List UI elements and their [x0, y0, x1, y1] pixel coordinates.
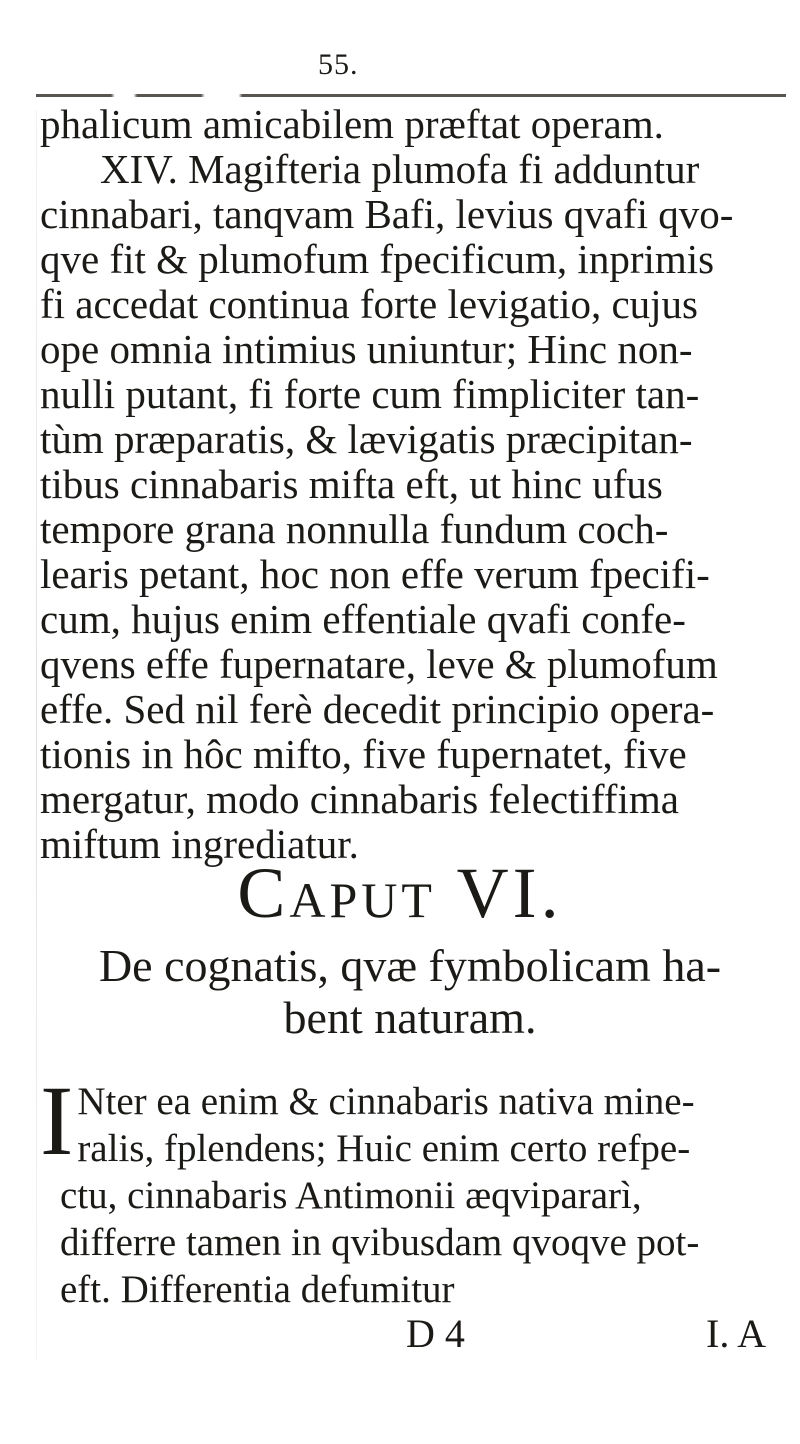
text-line: tùm præparatis, & lævigatis præcipitan- — [40, 416, 693, 462]
gutter-shadow — [36, 110, 37, 1360]
signature-mark: D 4 — [406, 1311, 465, 1356]
text-line: fi accedat continua forte levigatio, cujus — [40, 281, 699, 327]
text-line: ope omnia intimius uniuntur; Hinc non- — [40, 326, 693, 372]
text-line: nulli putant, fi forte cum fimpliciter tan- — [40, 371, 700, 417]
subtitle-line: bent naturam. — [283, 992, 537, 1043]
text-line: tempore grana nonnulla fundum coch- — [40, 506, 669, 552]
text-line: differre tamen in qvibusdam qvoqve pot- — [60, 1221, 700, 1264]
text-line: Nter ea enim & cinnabaris nativa mine- — [77, 1080, 695, 1123]
text-line: phalicum amicabilem præftat operam. — [40, 101, 664, 147]
text-line: ralis, fplendens; Huic enim certo refpe- — [77, 1127, 691, 1170]
text-line: tibus cinnabaris mifta eft, ut hinc ufus — [40, 461, 663, 507]
text-line: tionis in hôc mifto, five fupernatet, five — [40, 731, 687, 777]
drop-cap: I — [40, 1065, 74, 1176]
text-line: effe. Sed nil ferè decedit principio opera- — [40, 686, 715, 732]
header-rule — [36, 94, 786, 97]
text-line: learis petant, hoc non effe verum fpecifi- — [40, 551, 710, 597]
chapter-subtitle — [30, 940, 790, 1044]
page-footer — [0, 1310, 800, 1360]
text-line: cum, hujus enim effentiale qvafi confe- — [40, 596, 686, 642]
text-line: XIV. Magifteria plumofa fi adduntur — [100, 146, 700, 192]
chapter-title: Caput VI. — [237, 853, 563, 933]
text-line: qvens effe fupernatare, leve & plumofum — [40, 641, 718, 687]
text-line: cinnabari, tanqvam Bafi, levius qvafi qvo- — [40, 191, 734, 237]
catchword: I. A — [706, 1311, 766, 1356]
text-line: ctu, cinnabaris Antimonii æqvipararì, — [60, 1174, 642, 1217]
subtitle-line: De cognatis, qvæ fymbolicam ha- — [98, 940, 722, 991]
text-line: miftum ingrediatur. — [40, 821, 359, 867]
main-paragraph — [40, 102, 792, 867]
text-line: qve fit & plumofum fpecificum, inprimis — [40, 236, 715, 282]
text-line: mergatur, modo cinnabaris felectiffima — [40, 776, 679, 822]
page-number: 55. — [318, 48, 359, 81]
text-line: eft. Differentia defumitur — [60, 1268, 455, 1311]
second-paragraph — [40, 1065, 792, 1313]
